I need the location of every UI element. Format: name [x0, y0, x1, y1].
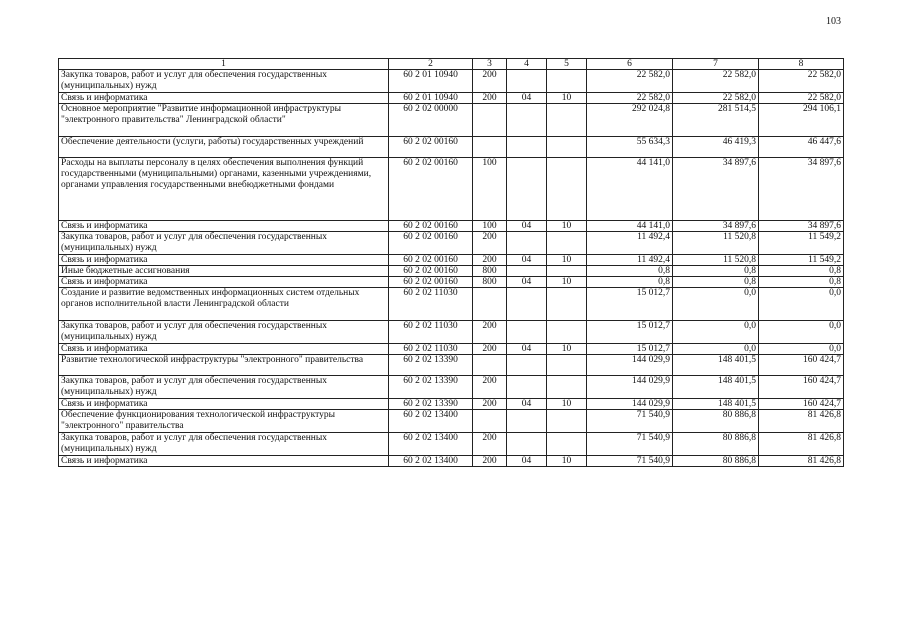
row-amount-8: 0,0	[759, 344, 844, 355]
row-code: 60 2 01 10940	[389, 93, 473, 104]
row-col4	[507, 288, 547, 321]
row-col3: 200	[473, 456, 507, 467]
row-name: Связь и информатика	[59, 255, 389, 266]
row-amount-8: 0,8	[759, 266, 844, 277]
table-row	[59, 221, 844, 232]
row-col3: 200	[473, 93, 507, 104]
row-code: 60 2 02 13390	[389, 399, 473, 410]
row-name: Развитие технологической инфраструктуры "электронного" правительства	[59, 355, 389, 376]
column-header: 4	[507, 59, 547, 70]
row-amount-6: 144 029,9	[587, 376, 673, 399]
column-number-row	[59, 59, 844, 70]
row-col4	[507, 158, 547, 221]
row-amount-7: 0,0	[673, 321, 759, 344]
row-name: Связь и информатика	[59, 221, 389, 232]
row-name: Обеспечение деятельности (услуги, работы) государственных учреждений	[59, 137, 389, 158]
row-amount-6: 0,8	[587, 277, 673, 288]
row-col3	[473, 104, 507, 137]
row-amount-7: 46 419,3	[673, 137, 759, 158]
row-col4	[507, 70, 547, 93]
row-amount-8: 0,0	[759, 321, 844, 344]
row-col3: 200	[473, 232, 507, 255]
row-col5	[547, 137, 587, 158]
row-code: 60 2 02 11030	[389, 321, 473, 344]
row-col4	[507, 104, 547, 137]
row-col3	[473, 410, 507, 433]
row-col5	[547, 104, 587, 137]
row-amount-6: 22 582,0	[587, 93, 673, 104]
row-amount-8: 46 447,6	[759, 137, 844, 158]
row-amount-7: 80 886,8	[673, 410, 759, 433]
row-amount-8: 160 424,7	[759, 355, 844, 376]
row-amount-8: 0,8	[759, 277, 844, 288]
row-name: Расходы на выплаты персоналу в целях обеспечения выполнения функций государственными (муниципальными) органами, казенными учреждениями, органами управления государственными внебюджетными фондами	[59, 158, 389, 221]
row-name: Связь и информатика	[59, 344, 389, 355]
row-amount-7: 80 886,8	[673, 433, 759, 456]
row-col3: 200	[473, 433, 507, 456]
row-name: Закупка товаров, работ и услуг для обеспечения государственных (муниципальных) нужд	[59, 232, 389, 255]
table-row	[59, 376, 844, 399]
row-col4	[507, 433, 547, 456]
table-row	[59, 93, 844, 104]
row-col3: 200	[473, 321, 507, 344]
row-name: Связь и информатика	[59, 277, 389, 288]
row-amount-7: 22 582,0	[673, 70, 759, 93]
row-code: 60 2 02 11030	[389, 344, 473, 355]
row-code: 60 2 02 13390	[389, 355, 473, 376]
row-col4: 04	[507, 399, 547, 410]
row-code: 60 2 02 00160	[389, 221, 473, 232]
column-header: 3	[473, 59, 507, 70]
row-col5	[547, 410, 587, 433]
row-col5	[547, 321, 587, 344]
table-row	[59, 456, 844, 467]
row-name: Основное мероприятие "Развитие информационной инфраструктуры "электронного правительства" Ленинградской области"	[59, 104, 389, 137]
row-amount-7: 0,0	[673, 288, 759, 321]
row-name: Закупка товаров, работ и услуг для обеспечения государственных (муниципальных) нужд	[59, 376, 389, 399]
table-row	[59, 399, 844, 410]
row-amount-8: 22 582,0	[759, 93, 844, 104]
row-amount-6: 292 024,8	[587, 104, 673, 137]
row-col5: 10	[547, 399, 587, 410]
row-amount-6: 55 634,3	[587, 137, 673, 158]
row-amount-8: 294 106,1	[759, 104, 844, 137]
row-col5	[547, 288, 587, 321]
row-amount-7: 0,8	[673, 266, 759, 277]
row-amount-6: 15 012,7	[587, 344, 673, 355]
row-amount-7: 11 520,8	[673, 232, 759, 255]
row-col4	[507, 376, 547, 399]
row-col3	[473, 137, 507, 158]
row-amount-8: 160 424,7	[759, 376, 844, 399]
row-amount-8: 34 897,6	[759, 221, 844, 232]
row-col4: 04	[507, 344, 547, 355]
table-row	[59, 266, 844, 277]
row-col4: 04	[507, 456, 547, 467]
row-name: Создание и развитие ведомственных информационных систем отдельных органов исполнительной власти Ленинградской области	[59, 288, 389, 321]
row-code: 60 2 02 13400	[389, 456, 473, 467]
row-code: 60 2 02 11030	[389, 288, 473, 321]
row-code: 60 2 02 00160	[389, 266, 473, 277]
row-amount-6: 15 012,7	[587, 288, 673, 321]
row-amount-7: 148 401,5	[673, 399, 759, 410]
page-number: 103	[826, 16, 841, 27]
table-row	[59, 277, 844, 288]
row-col4	[507, 410, 547, 433]
table-row	[59, 288, 844, 321]
row-amount-8: 0,0	[759, 288, 844, 321]
row-name: Закупка товаров, работ и услуг для обеспечения государственных (муниципальных) нужд	[59, 70, 389, 93]
row-amount-8: 11 549,2	[759, 232, 844, 255]
row-amount-6: 11 492,4	[587, 232, 673, 255]
table-row	[59, 355, 844, 376]
row-amount-8: 160 424,7	[759, 399, 844, 410]
row-amount-6: 144 029,9	[587, 399, 673, 410]
row-name: Закупка товаров, работ и услуг для обеспечения государственных (муниципальных) нужд	[59, 433, 389, 456]
row-amount-6: 22 582,0	[587, 70, 673, 93]
row-amount-6: 44 141,0	[587, 158, 673, 221]
row-col4	[507, 355, 547, 376]
row-amount-8: 34 897,6	[759, 158, 844, 221]
row-col5: 10	[547, 93, 587, 104]
row-col3: 200	[473, 344, 507, 355]
row-col3	[473, 355, 507, 376]
row-col5	[547, 70, 587, 93]
row-col4	[507, 232, 547, 255]
row-code: 60 2 02 00000	[389, 104, 473, 137]
row-col3: 200	[473, 70, 507, 93]
row-col3: 200	[473, 399, 507, 410]
row-col4	[507, 321, 547, 344]
row-amount-8: 81 426,8	[759, 456, 844, 467]
row-amount-7: 148 401,5	[673, 355, 759, 376]
row-col4: 04	[507, 277, 547, 288]
row-code: 60 2 02 00160	[389, 158, 473, 221]
row-code: 60 2 02 13400	[389, 433, 473, 456]
row-name: Обеспечение функционирования технологической инфраструктуры "электронного" правительства	[59, 410, 389, 433]
row-amount-8: 11 549,2	[759, 255, 844, 266]
row-code: 60 2 02 13400	[389, 410, 473, 433]
table-row	[59, 158, 844, 221]
row-name: Иные бюджетные ассигнования	[59, 266, 389, 277]
column-header: 6	[587, 59, 673, 70]
row-code: 60 2 02 00160	[389, 277, 473, 288]
column-header: 7	[673, 59, 759, 70]
row-amount-7: 11 520,8	[673, 255, 759, 266]
row-col5	[547, 158, 587, 221]
row-col4	[507, 266, 547, 277]
row-amount-6: 71 540,9	[587, 410, 673, 433]
row-col3: 200	[473, 376, 507, 399]
column-header: 8	[759, 59, 844, 70]
row-col3: 200	[473, 255, 507, 266]
row-col5	[547, 232, 587, 255]
row-col3: 800	[473, 277, 507, 288]
row-amount-7: 0,0	[673, 344, 759, 355]
column-header: 5	[547, 59, 587, 70]
column-header: 2	[389, 59, 473, 70]
row-code: 60 2 02 00160	[389, 255, 473, 266]
row-col5	[547, 355, 587, 376]
row-col3: 800	[473, 266, 507, 277]
row-amount-8: 81 426,8	[759, 433, 844, 456]
row-col3: 100	[473, 221, 507, 232]
row-amount-6: 44 141,0	[587, 221, 673, 232]
table-row	[59, 344, 844, 355]
row-amount-6: 71 540,9	[587, 456, 673, 467]
row-amount-8: 22 582,0	[759, 70, 844, 93]
row-col3: 100	[473, 158, 507, 221]
row-col5: 10	[547, 221, 587, 232]
row-amount-7: 281 514,5	[673, 104, 759, 137]
table-row	[59, 137, 844, 158]
row-col5: 10	[547, 456, 587, 467]
row-amount-7: 34 897,6	[673, 221, 759, 232]
row-amount-6: 71 540,9	[587, 433, 673, 456]
row-amount-7: 22 582,0	[673, 93, 759, 104]
table-row	[59, 104, 844, 137]
row-amount-7: 0,8	[673, 277, 759, 288]
row-name: Закупка товаров, работ и услуг для обеспечения государственных (муниципальных) нужд	[59, 321, 389, 344]
row-amount-7: 34 897,6	[673, 158, 759, 221]
table-row	[59, 70, 844, 93]
row-col4	[507, 137, 547, 158]
row-amount-8: 81 426,8	[759, 410, 844, 433]
table-row	[59, 255, 844, 266]
row-col5: 10	[547, 277, 587, 288]
row-code: 60 2 02 13390	[389, 376, 473, 399]
table-row	[59, 433, 844, 456]
row-amount-6: 15 012,7	[587, 321, 673, 344]
row-col4: 04	[507, 93, 547, 104]
row-name: Связь и информатика	[59, 93, 389, 104]
row-col4: 04	[507, 255, 547, 266]
row-code: 60 2 02 00160	[389, 232, 473, 255]
table-row	[59, 410, 844, 433]
row-col5	[547, 376, 587, 399]
row-amount-6: 144 029,9	[587, 355, 673, 376]
row-col4: 04	[507, 221, 547, 232]
row-col3	[473, 288, 507, 321]
row-name: Связь и информатика	[59, 399, 389, 410]
row-amount-7: 80 886,8	[673, 456, 759, 467]
row-name: Связь и информатика	[59, 456, 389, 467]
table-row	[59, 321, 844, 344]
row-col5: 10	[547, 255, 587, 266]
budget-table	[58, 58, 844, 467]
row-code: 60 2 02 00160	[389, 137, 473, 158]
row-amount-7: 148 401,5	[673, 376, 759, 399]
table-row	[59, 232, 844, 255]
row-amount-6: 11 492,4	[587, 255, 673, 266]
column-header: 1	[59, 59, 389, 70]
row-code: 60 2 01 10940	[389, 70, 473, 93]
row-col5	[547, 266, 587, 277]
row-amount-6: 0,8	[587, 266, 673, 277]
row-col5	[547, 433, 587, 456]
row-col5: 10	[547, 344, 587, 355]
